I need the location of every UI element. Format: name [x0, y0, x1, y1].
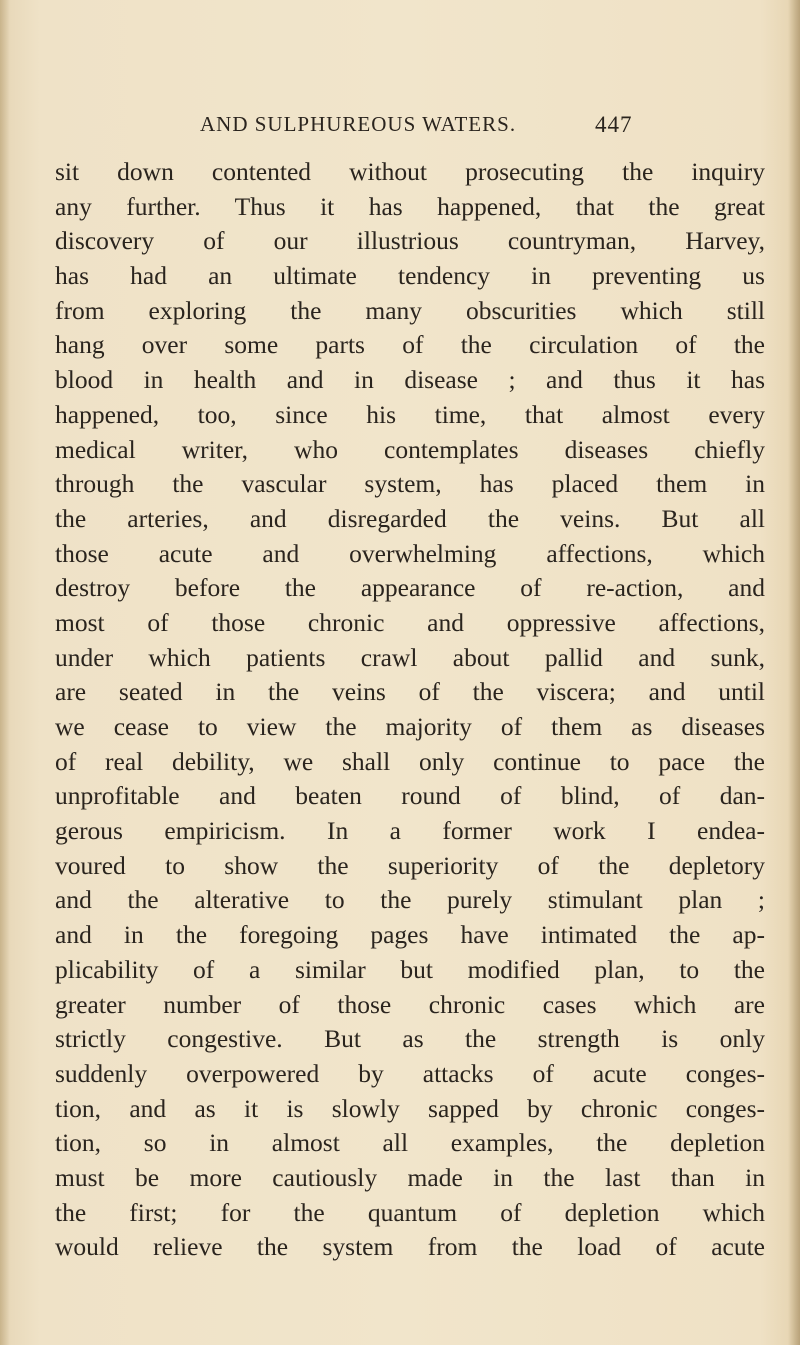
- text-line: and in the foregoing pages have intimated the ap-: [55, 920, 765, 950]
- text-line: destroy before the appearance of re-action, and: [55, 573, 765, 603]
- text-line: greater number of those chronic cases which are: [55, 989, 765, 1019]
- text-line: hang over some parts of the circulation of the: [55, 330, 765, 360]
- text-line: we cease to view the majority of them as diseases: [55, 712, 765, 741]
- text-line: tion, so in almost all examples, the depletion: [55, 1128, 765, 1158]
- text-line: of real debility, we shall only continue to pace the: [55, 746, 765, 776]
- text-line: plicability of a similar but modified plan, to the: [55, 954, 765, 984]
- text-line: unprofitable and beaten round of blind, of dan-: [55, 781, 765, 811]
- page-number: 447: [595, 112, 633, 137]
- text-line: sit down contented without prosecuting the inquiry: [55, 157, 765, 186]
- page-header: [55, 112, 790, 142]
- text-line: and the alterative to the purely stimulant plan ;: [55, 885, 765, 915]
- text-line: blood in health and in disease ; and thus it has: [55, 365, 765, 395]
- text-line: must be more cautiously made in the last than in: [55, 1162, 765, 1192]
- text-line: the first; for the quantum of depletion which: [55, 1197, 765, 1227]
- text-line: from exploring the many obscurities which still: [55, 295, 765, 325]
- text-line: has had an ultimate tendency in preventing us: [55, 261, 765, 291]
- page-edge-right: [788, 0, 800, 1345]
- body-text: [55, 155, 765, 1265]
- text-line: any further. Thus it has happened, that the great: [55, 191, 765, 221]
- text-line: under which patients crawl about pallid and sunk,: [55, 642, 765, 672]
- text-line: are seated in the veins of the viscera; and until: [55, 677, 765, 707]
- text-line: discovery of our illustrious countryman, Harvey,: [55, 226, 765, 256]
- running-head: AND SULPHUREOUS WATERS.: [200, 112, 517, 136]
- text-line: the arteries, and disregarded the veins. But all: [55, 503, 765, 533]
- text-line: through the vascular system, has placed them in: [55, 469, 765, 499]
- text-line: tion, and as it is slowly sapped by chronic conges-: [55, 1093, 765, 1123]
- text-line: strictly congestive. But as the strength is only: [55, 1024, 765, 1054]
- text-line: those acute and overwhelming affections, which: [55, 538, 765, 568]
- text-line: most of those chronic and oppressive affections,: [55, 607, 765, 637]
- text-line: medical writer, who contemplates diseases chiefly: [55, 434, 765, 464]
- text-line: voured to show the superiority of the depletory: [55, 850, 765, 880]
- text-line: happened, too, since his time, that almost every: [55, 399, 765, 429]
- text-line: suddenly overpowered by attacks of acute conges-: [55, 1058, 765, 1088]
- page-edge-left: [0, 0, 10, 1345]
- text-line: would relieve the system from the load of acute: [55, 1232, 765, 1262]
- text-line: gerous empiricism. In a former work I endea-: [55, 816, 765, 846]
